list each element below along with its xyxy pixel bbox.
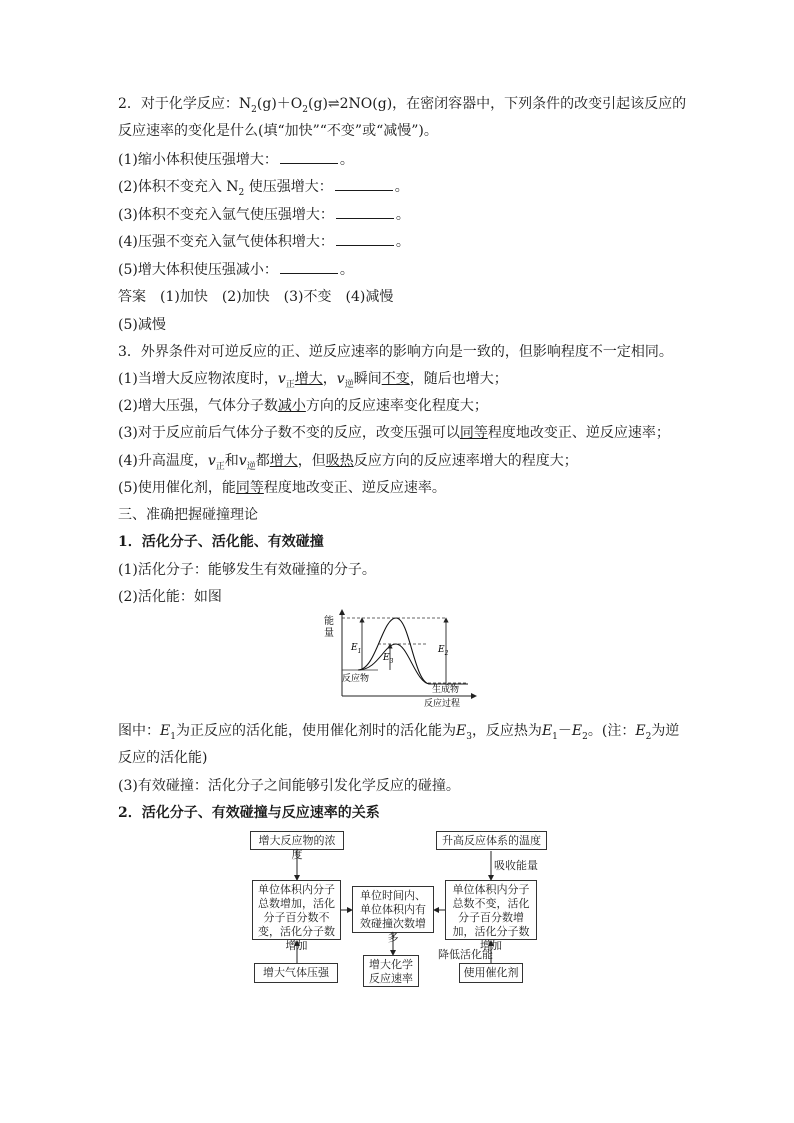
e2-label: $E_2$ (438, 645, 449, 657)
q2-line2: 反应速率的变化是什么(填“加快”“不变”或“减慢”)。 (118, 123, 438, 139)
section-heading: 三、准确把握碰撞理论 (118, 507, 258, 523)
activation-energy-def: (2)活化能：如图 (118, 589, 222, 605)
q2-item-5: (5)增大体积使压强减小： 。 (118, 262, 354, 278)
product-label: 生成物 (432, 685, 460, 695)
answer-line: 答案 (1)加快 (2)加快 (3)不变 (4)减慢 (118, 289, 394, 305)
effective-collision-def: (3)有效碰撞：活化分子之间能够引发化学反应的碰撞。 (118, 778, 460, 794)
subsection-2-title: 2．活化分子、有效碰撞与反应速率的关系 (118, 805, 380, 821)
box-effective-collisions: 单位时间内、单位体积内有效碰撞次数增多 (352, 886, 434, 933)
box-temperature-effect: 单位体积内分子总数不变，活化分子百分数增加，活化分子数增加 (445, 880, 537, 940)
q3-point-4: (4)升高温度，$v_正$和$v_逆$都增大，但吸热反应方向的反应速率增大的程度大； (118, 453, 578, 472)
q3-point-2: (2)增大压强，气体分子数减小方向的反应速率变化程度大； (118, 398, 488, 414)
box-concentration-effect: 单位体积内分子总数增加，活化分子百分数不变，活化分子数增加 (252, 880, 341, 940)
box-use-catalyst: 使用催化剂 (459, 963, 523, 983)
lower-activation-energy-label: 降低活化能 (438, 948, 493, 961)
activated-molecule-def: (1)活化分子：能够发生有效碰撞的分子。 (118, 562, 376, 578)
box-increase-rate: 增大化学反应速率 (363, 955, 419, 987)
box-increase-pressure: 增大气体压强 (254, 963, 338, 983)
absorb-energy-label: 吸收能量 (494, 859, 538, 872)
q2-item-2: (2)体积不变充入 $N_2$ 使压强增大： 。 (118, 179, 409, 198)
e3-label: $E_3$ (383, 653, 394, 665)
e1-label: $E_1$ (351, 643, 362, 655)
reactant-label: 反应物 (342, 674, 370, 684)
diagram-explanation-cont: 反应的活化能) (118, 750, 208, 766)
box-increase-concentration: 增大反应物的浓度 (250, 831, 344, 850)
q2-item-1: (1)缩小体积使压强增大： 。 (118, 152, 354, 168)
q2-item-4: (4)压强不变充入氩气使体积增大： 。 (118, 234, 410, 250)
answer-line-2: (5)减慢 (118, 317, 166, 333)
y-axis-label: 量 (324, 628, 334, 639)
q2-item-3: (3)体积不变充入氩气使压强增大： 。 (118, 207, 410, 223)
subsection-1-title: 1．活化分子、活化能、有效碰撞 (118, 534, 324, 550)
box-raise-temperature: 升高反应体系的温度 (436, 831, 547, 850)
q3-point-5: (5)使用催化剂，能同等程度地改变正、逆反应速率。 (118, 480, 446, 496)
q3-title: 3．外界条件对可逆反应的正、逆反应速率的影响方向是一致的，但影响程度不一定相同。 (118, 344, 673, 360)
q2-line1: 2．对于化学反应：$N_2(g)+O_2(g)\rightleftharpoons 2NO(g)$，在密闭容器中，下列条件的改变引起该反应的 (118, 96, 687, 115)
diagram-explanation: 图中：$E_1$为正反应的活化能，使用催化剂时的活化能为$E_3$，反应热为$E_1-E_2$。(注：$E_2$为逆 (118, 723, 680, 742)
y-axis-label: 能 (324, 616, 334, 627)
q3-point-3: (3)对于反应前后气体分子数不变的反应，改变压强可以同等程度地改变正、逆反应速率； (118, 425, 670, 441)
q3-point-1: (1)当增大反应物浓度时，$v_正$增大，$v_逆$瞬间不变，随后也增大； (118, 371, 508, 390)
x-axis-label: 反应过程 (424, 699, 461, 709)
